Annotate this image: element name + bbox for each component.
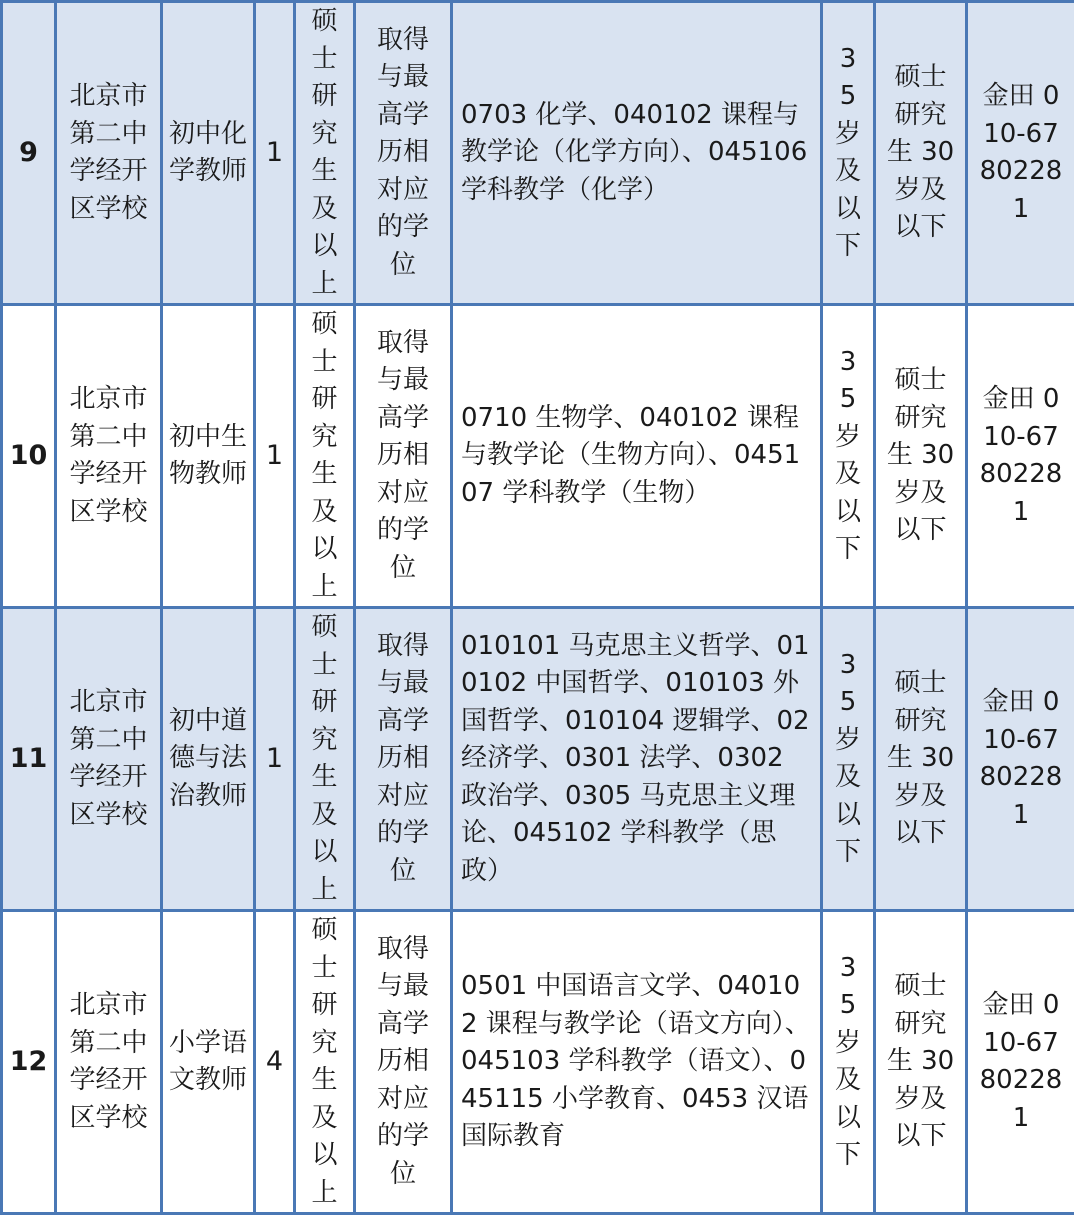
- education-requirement: 硕士研究生及以上: [295, 911, 355, 1214]
- school-name: 北京市第二中学经开区学校: [56, 2, 162, 305]
- row-number: 12: [2, 911, 56, 1214]
- row-number: 10: [2, 305, 56, 608]
- school-name: 北京市第二中学经开区学校: [56, 305, 162, 608]
- contact-info: 金田 010-67802281: [967, 911, 1074, 1214]
- contact-info: 金田 010-67802281: [967, 305, 1074, 608]
- school-name: 北京市第二中学经开区学校: [56, 608, 162, 911]
- hire-count: 4: [255, 911, 295, 1214]
- hire-count: 1: [255, 2, 295, 305]
- degree-requirement: 取得与最高学历相对应的学位: [355, 911, 452, 1214]
- age-requirement: 35岁及以下: [822, 608, 875, 911]
- table-row: [2, 2, 1074, 305]
- hire-count: 1: [255, 608, 295, 911]
- other-requirement: 硕士研究生 30 岁及以下: [875, 2, 967, 305]
- degree-requirement: 取得与最高学历相对应的学位: [355, 305, 452, 608]
- major-requirement: 0501 中国语言文学、040102 课程与教学论（语文方向）、045103 学科教学（语文）、045115 小学教育、0453 汉语国际教育: [452, 911, 822, 1214]
- position-name: 小学语文教师: [162, 911, 255, 1214]
- major-requirement: 010101 马克思主义哲学、010102 中国哲学、010103 外国哲学、010104 逻辑学、02 经济学、0301 法学、0302 政治学、0305 马克思主义理论、045102 学科教学（思政）: [452, 608, 822, 911]
- row-number: 9: [2, 2, 56, 305]
- table-row: [2, 305, 1074, 608]
- major-requirement: 0710 生物学、040102 课程与教学论（生物方向）、045107 学科教学（生物）: [452, 305, 822, 608]
- education-requirement: 硕士研究生及以上: [295, 305, 355, 608]
- position-name: 初中道德与法治教师: [162, 608, 255, 911]
- school-name: 北京市第二中学经开区学校: [56, 911, 162, 1214]
- position-name: 初中生物教师: [162, 305, 255, 608]
- education-requirement: 硕士研究生及以上: [295, 2, 355, 305]
- table-row: [2, 608, 1074, 911]
- other-requirement: 硕士研究生 30 岁及以下: [875, 305, 967, 608]
- other-requirement: 硕士研究生 30 岁及以下: [875, 911, 967, 1214]
- age-requirement: 35岁及以下: [822, 911, 875, 1214]
- hire-count: 1: [255, 305, 295, 608]
- position-name: 初中化学教师: [162, 2, 255, 305]
- row-number: 11: [2, 608, 56, 911]
- age-requirement: 35岁及以下: [822, 305, 875, 608]
- table-row: [2, 911, 1074, 1214]
- other-requirement: 硕士研究生 30 岁及以下: [875, 608, 967, 911]
- degree-requirement: 取得与最高学历相对应的学位: [355, 608, 452, 911]
- education-requirement: 硕士研究生及以上: [295, 608, 355, 911]
- major-requirement: 0703 化学、040102 课程与教学论（化学方向）、045106 学科教学（化学）: [452, 2, 822, 305]
- contact-info: 金田 010-67802281: [967, 2, 1074, 305]
- age-requirement: 35岁及以下: [822, 2, 875, 305]
- degree-requirement: 取得与最高学历相对应的学位: [355, 2, 452, 305]
- contact-info: 金田 010-67802281: [967, 608, 1074, 911]
